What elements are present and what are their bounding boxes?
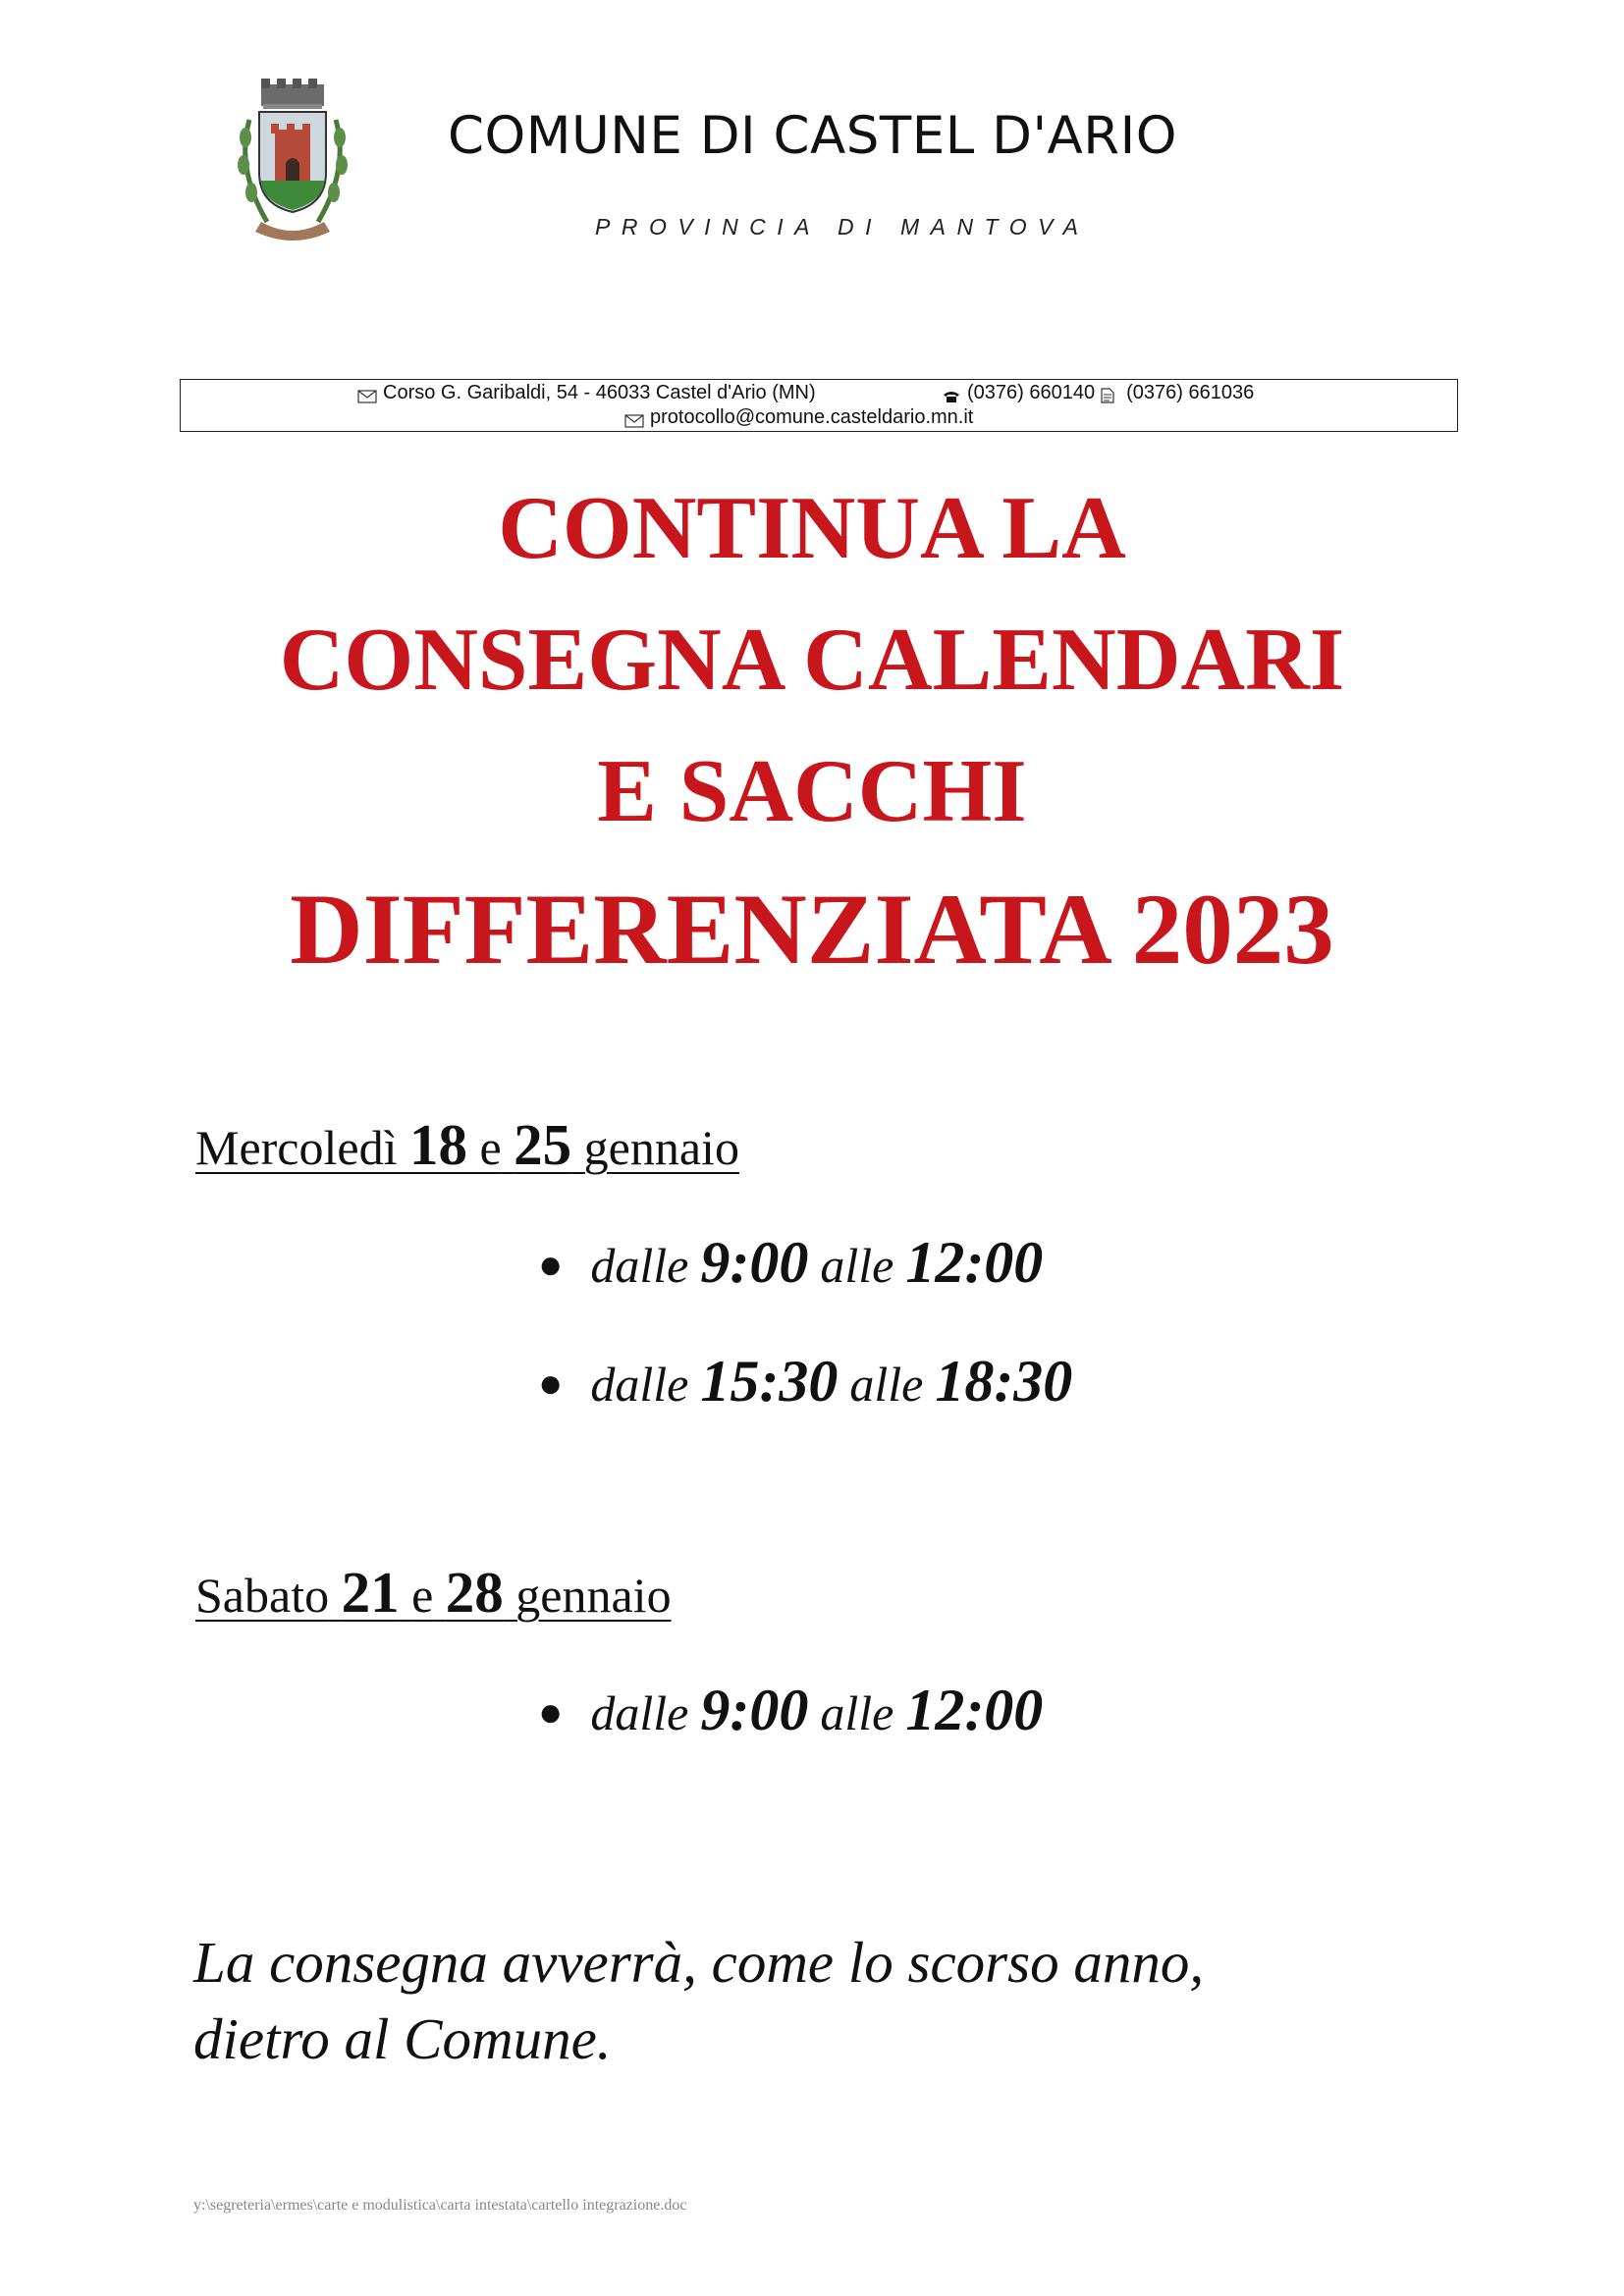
day-name: Sabato [195,1568,330,1623]
slot-start-time: 9:00 [700,1230,809,1295]
time-slot [538,1229,1055,1297]
date-first: 21 [341,1560,400,1625]
email-line [624,406,973,429]
day-heading-saturday [195,1559,672,1627]
closing-line-1: La consegna avverrà, come lo scorso anno, [193,1930,1205,1995]
envelope-icon [624,411,644,425]
fax-icon [1101,387,1120,400]
contact-box [180,379,1458,432]
date-conjunction: e [411,1568,434,1623]
date-conjunction: e [479,1120,502,1175]
closing-line-2: dietro al Comune. [193,2006,612,2071]
slot-start-time: 9:00 [700,1678,809,1742]
slot-to-word: alle [820,1685,894,1740]
headline-line-2: CONSEGNA CALENDARI [279,610,1345,709]
telephone-icon [942,387,961,400]
document-file-path: y:\segreteria\ermes\carte e modulistica\carta intestata\cartello integrazione.doc [193,2197,687,2214]
day-name: Mercoledì [195,1120,398,1175]
slot-from-word: dalle [590,1685,689,1740]
date-second: 25 [514,1112,572,1177]
headline-line-4: DIFFERENZIATA 2023 [290,874,1334,986]
bullet-icon: ● [538,1690,564,1735]
slot-from-word: dalle [590,1357,689,1412]
slot-from-word: dalle [590,1238,689,1293]
slot-start-time: 15:30 [700,1349,839,1414]
date-second: 28 [445,1560,504,1625]
town-name: COMUNE DI CASTEL D'ARIO [448,106,1177,166]
phone-fax-line [942,382,1254,404]
bullet-icon: ● [538,1243,564,1288]
bullet-icon: ● [538,1362,564,1407]
closing-note [193,1924,1204,2077]
headline-line-1: CONTINUA LA [498,478,1126,577]
day-heading-wednesday [195,1111,739,1179]
date-first: 18 [408,1112,467,1177]
email-text: protocollo@comune.casteldario.mn.it [650,406,974,428]
headline-line-3: E SACCHI [597,741,1027,840]
envelope-icon [357,387,377,400]
fax-number: (0376) 661036 [1126,382,1255,403]
month: gennaio [515,1568,672,1623]
time-slot [538,1677,1055,1744]
slot-to-word: alle [820,1238,894,1293]
coat-of-arms-icon [232,75,353,249]
province-name: PROVINCIA DI MANTOVA [595,214,1090,240]
slot-end-time: 12:00 [905,1678,1044,1742]
time-slot [538,1348,1084,1415]
slot-end-time: 18:30 [935,1349,1073,1414]
slot-to-word: alle [849,1357,924,1412]
address-line [357,382,816,404]
address-text: Corso G. Garibaldi, 54 - 46033 Castel d'Ario (MN) [383,382,816,403]
phone-number: (0376) 660140 [967,382,1096,403]
slot-end-time: 12:00 [905,1230,1044,1295]
month: gennaio [583,1120,739,1175]
